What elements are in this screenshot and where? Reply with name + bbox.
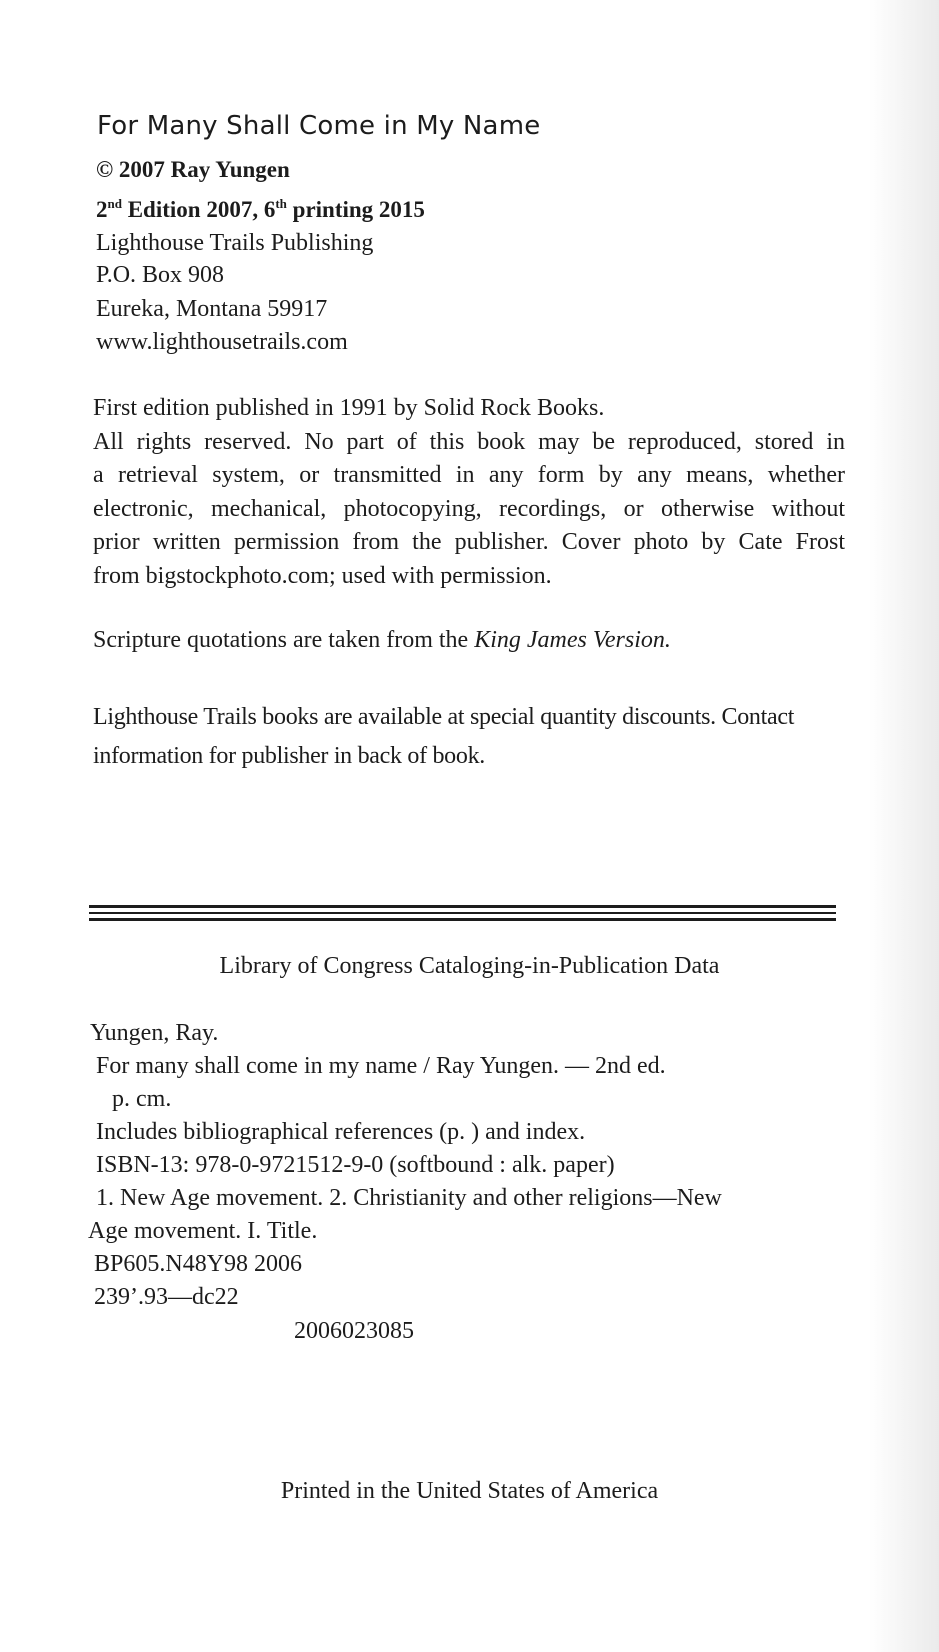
- divider-rule: [89, 905, 836, 908]
- cip-line: 1. New Age movement. 2. Christianity and other religions—New: [96, 1185, 722, 1211]
- copyright-line: © 2007 Ray Yungen: [96, 157, 290, 182]
- rights-line: from bigstockphoto.com; used with permission.: [93, 562, 552, 589]
- scripture-version: King James Version.: [474, 627, 671, 653]
- cip-line: p. cm.: [112, 1086, 172, 1112]
- publisher-name: Lighthouse Trails Publishing: [96, 230, 374, 256]
- rights-line: All rights reserved. No part of this book may be reproduced, stored in: [93, 428, 845, 455]
- discount-paragraph: [93, 698, 845, 776]
- cip-line: Yungen, Ray.: [90, 1020, 219, 1046]
- publisher-po-box: P.O. Box 908: [96, 262, 225, 288]
- printed-in-note: Printed in the United States of America: [280, 1478, 659, 1504]
- cip-line: 239’.93—dc22: [94, 1284, 239, 1310]
- discount-line: information for publisher in back of book.: [93, 743, 485, 769]
- rights-line: electronic, mechanical, photocopying, recordings, or otherwise without: [93, 495, 845, 522]
- cip-line: BP605.N48Y98 2006: [94, 1251, 303, 1277]
- cip-line: ISBN-13: 978-0-9721512-9-0 (softbound : alk. paper): [96, 1152, 615, 1178]
- rights-paragraph: [93, 392, 845, 594]
- cip-heading: Library of Congress Cataloging-in-Publication Data: [219, 953, 720, 979]
- cip-line: For many shall come in my name / Ray Yungen. — 2nd ed.: [96, 1053, 666, 1079]
- edition-line: 2nd Edition 2007, 6th printing 2015: [96, 196, 425, 222]
- cip-line: Includes bibliographical references (p. ) and index.: [96, 1119, 586, 1145]
- discount-line: Lighthouse Trails books are available at special quantity discounts. Contact: [93, 704, 795, 730]
- book-title: For Many Shall Come in My Name: [97, 111, 541, 141]
- rights-line: prior written permission from the publisher. Cover photo by Cate Frost: [93, 529, 845, 556]
- rights-line: First edition published in 1991 by Solid Rock Books.: [93, 395, 605, 421]
- cip-control-number: 2006023085: [294, 1318, 414, 1344]
- cip-line: Age movement. I. Title.: [88, 1218, 318, 1244]
- publisher-website: www.lighthousetrails.com: [96, 329, 348, 355]
- divider-rule: [89, 918, 836, 921]
- rights-line: a retrieval system, or transmitted in any form by any means, whether: [93, 462, 845, 489]
- divider-rule: [89, 912, 836, 914]
- publisher-city: Eureka, Montana 59917: [96, 296, 328, 322]
- page-edge-shadow: [869, 0, 939, 1652]
- scripture-note: Scripture quotations are taken from the King James Version.: [93, 627, 671, 653]
